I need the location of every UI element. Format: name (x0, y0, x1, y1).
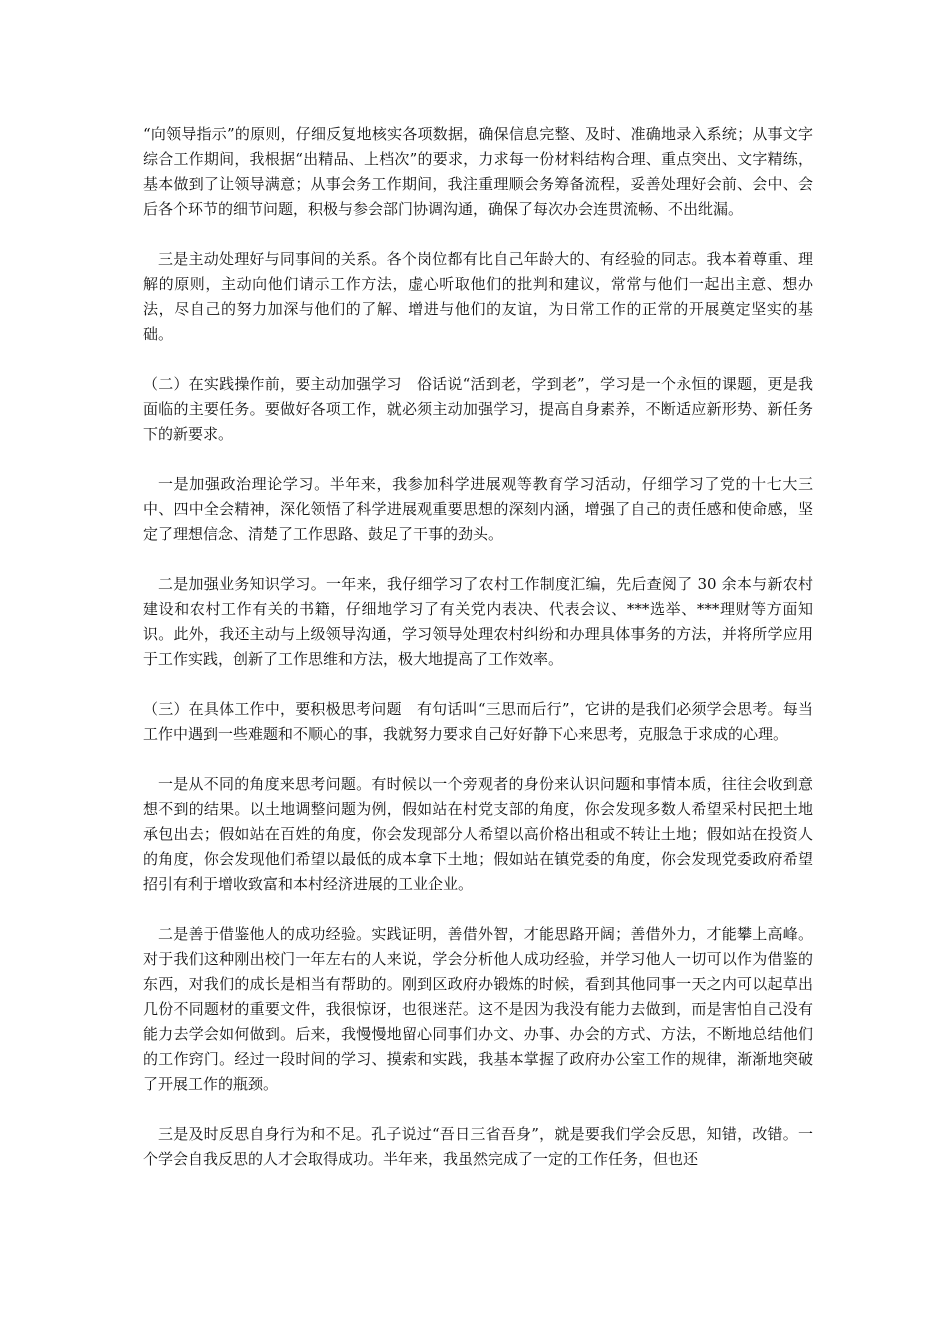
section-heading-thinking: （三）在具体工作中，要积极思考问题 有句话叫“三思而后行”，它讲的是我们必须学会思考。每当工作中遇到一些难题和不顺心的事，我就努力要求自己好好静下心来思考，克服急于求成的心理。 (143, 700, 813, 743)
section-heading-learning: （二）在实践操作前，要主动加强学习 俗话说“活到老，学到老”，学习是一个永恒的课题，更是我面临的主要任务。要做好各项工作，就必须主动加强学习，提高自身素养，不断适应新形势、新任务下的新要求。 (143, 375, 813, 443)
paragraph-borrow-experience: 二是善于借鉴他人的成功经验。实践证明，善借外智，才能思路开阔；善借外力，才能攀上高峰。对于我们这种刚出校门一年左右的人来说，学会分析他人成功经验，并学习他人一切可以作为借鉴的东西，对我们的成长是相当有帮助的。刚到区政府办锻炼的时候，看到其他同事一天之内可以起草出几份不同题材的重要文件，我很惊讶，也很迷茫。这不是因为我没有能力去做到，而是害怕自己没有能力去学会如何做到。后来，我慢慢地留心同事们办文、办事、办会的方式、方法，不断地总结他们的工作窍门。经过一段时间的学习、摸索和实践，我基本掌握了政府办公室工作的规律，渐渐地突破了开展工作的瓶颈。 (143, 925, 813, 1093)
document-page (143, 122, 813, 1172)
paragraph-self-reflection: 三是及时反思自身行为和不足。孔子说过“吾日三省吾身”，就是要我们学会反思，知错，改错。一个学会自我反思的人才会取得成功。半年来，我虽然完成了一定的工作任务，但也还 (143, 1125, 813, 1168)
paragraph-political-theory: 一是加强政治理论学习。半年来，我参加科学进展观等教育学习活动，仔细学习了党的十七大三中、四中全会精神，深化领悟了科学进展观重要思想的深刻内涵，增强了自己的责任感和使命感，坚定了理想信念、清楚了工作思路、鼓足了干事的劲头。 (143, 475, 813, 543)
paragraph-work-principles: “向领导指示”的原则，仔细反复地核实各项数据，确保信息完整、及时、准确地录入系统；从事文字综合工作期间，我根据“出精品、上档次”的要求，力求每一份材料结构合理、重点突出、文字精练，基本做到了让领导满意；从事会务工作期间，我注重理顺会务筹备流程，妥善处理好会前、会中、会后各个环节的细节问题，积极与参会部门协调沟通，确保了每次办会连贯流畅、不出纰漏。 (143, 125, 813, 218)
paragraph-colleague-relations: 三是主动处理好与同事间的关系。各个岗位都有比自己年龄大的、有经验的同志。我本着尊重、理解的原则，主动向他们请示工作方法，虚心听取他们的批判和建议，常常与他们一起出主意、想办法，尽自己的努力加深与他们的了解、增进与他们的友谊，为日常工作的正常的开展奠定坚实的基础。 (143, 250, 813, 343)
paragraph-business-knowledge: 二是加强业务知识学习。一年来，我仔细学习了农村工作制度汇编，先后查阅了 30 余本与新农村建设和农村工作有关的书籍，仔细地学习了有关党内表决、代表会议、***选举、***理财等方面知识。此外，我还主动与上级领导沟通，学习领导处理农村纠纷和办理具体事务的方法，并将所学应用于工作实践，创新了工作思维和方法，极大地提高了工作效率。 (143, 575, 813, 668)
paragraph-different-angles: 一是从不同的角度来思考问题。有时候以一个旁观者的身份来认识问题和事情本质，往往会收到意想不到的结果。以土地调整问题为例，假如站在村党支部的角度，你会发现多数人希望采村民把土地承包出去；假如站在百姓的角度，你会发现部分人希望以高价格出租或不转让土地；假如站在投资人的角度，你会发现他们希望以最低的成本拿下土地；假如站在镇党委的角度，你会发现党委政府希望招引有利于增收致富和本村经济进展的工业企业。 (143, 775, 813, 893)
